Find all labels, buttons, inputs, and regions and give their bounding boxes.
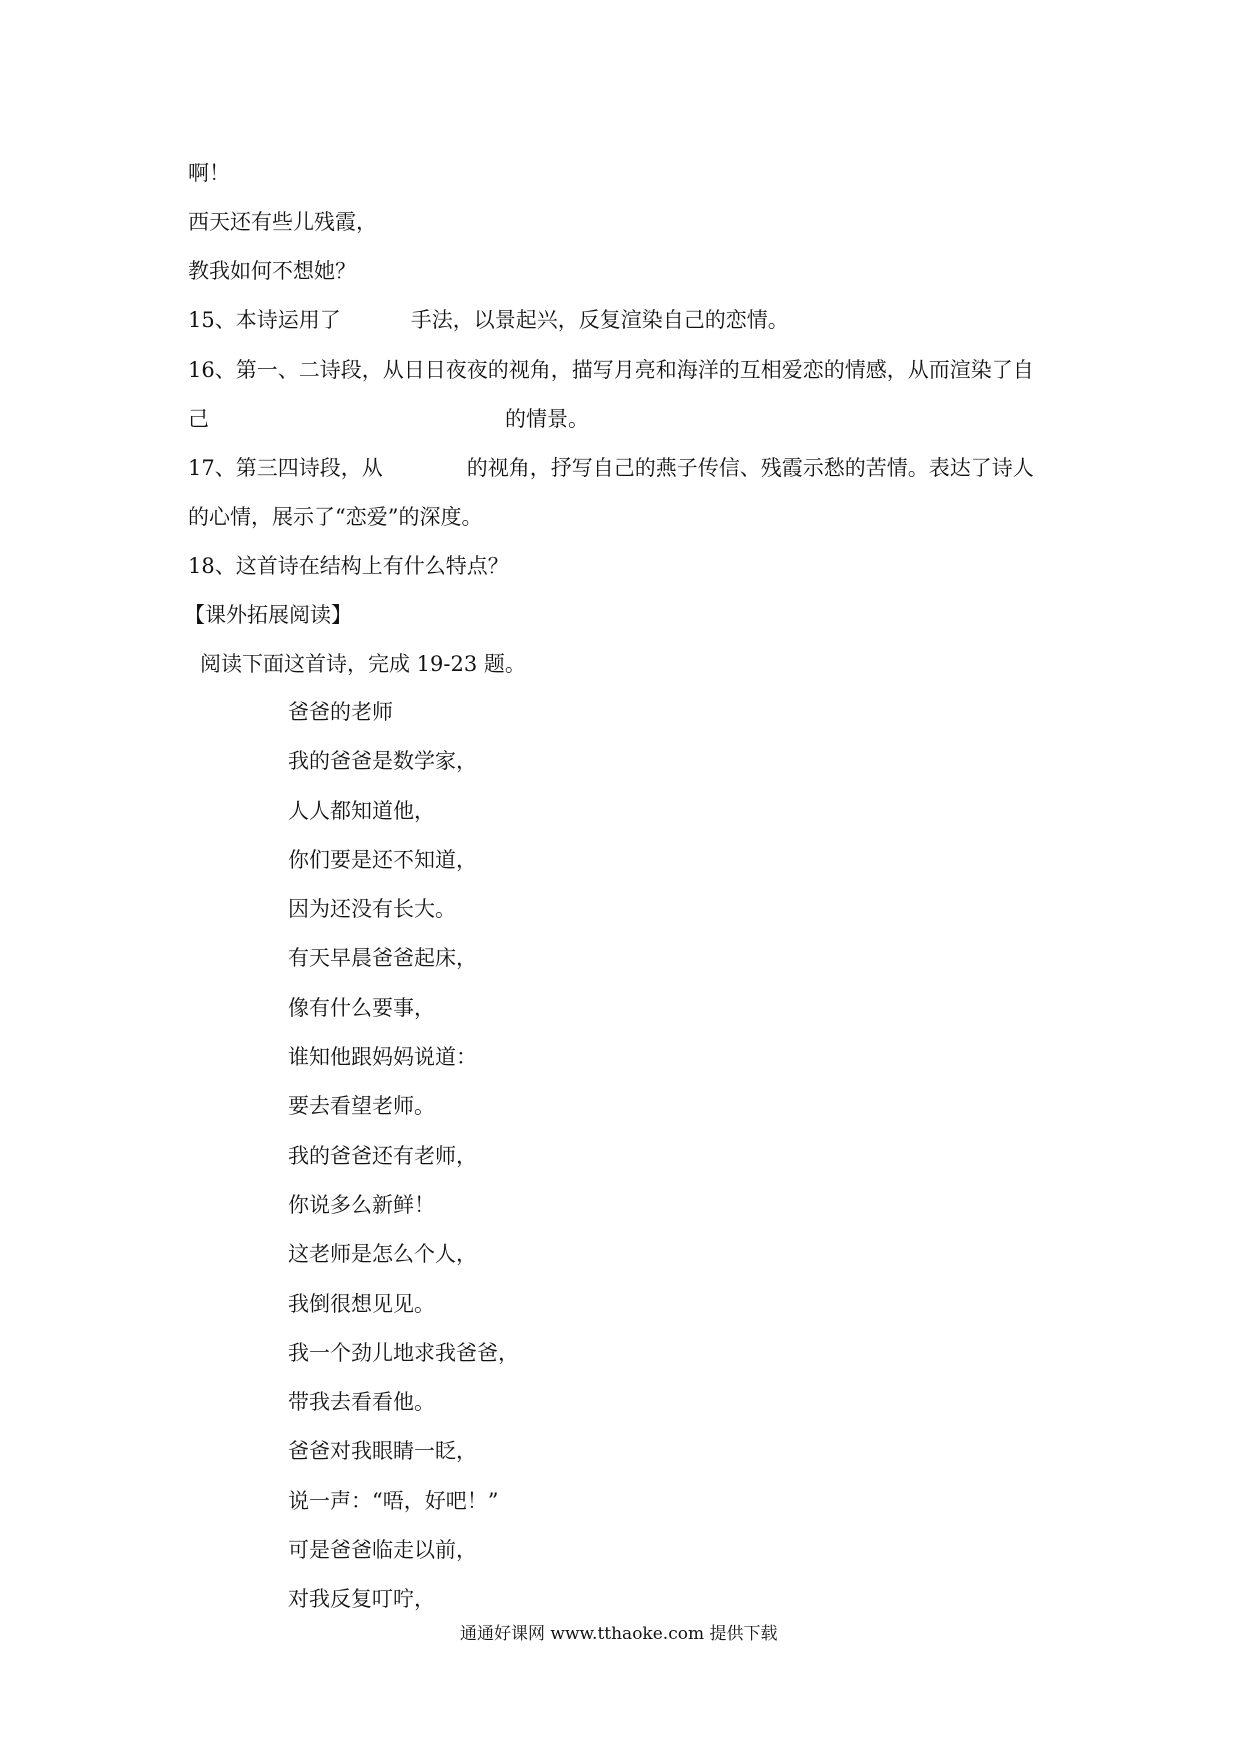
question-16-line-2 bbox=[188, 409, 589, 430]
poem-line: 我的爸爸还有老师， bbox=[288, 1143, 477, 1168]
poem-line: 人人都知道他， bbox=[288, 798, 435, 823]
question-16-text-after: 的情景。 bbox=[505, 407, 589, 431]
question-17-line-2: 的心情，展示了“恋爱”的深度。 bbox=[188, 505, 483, 529]
poem-line: 可是爸爸临走以前， bbox=[288, 1538, 477, 1563]
question-17-text-after: 的视角，抒写自己的燕子传信、残霞示愁的苦情。表达了诗人 bbox=[466, 456, 1034, 480]
section-title: 【课外拓展阅读】 bbox=[184, 603, 352, 627]
question-15-text-after: 手法，以景起兴，反复渲染自己的恋情。 bbox=[410, 308, 789, 332]
poem-line: 像有什么要事， bbox=[288, 995, 435, 1020]
poem-line: 带我去看看他。 bbox=[288, 1390, 435, 1415]
poem-block bbox=[288, 702, 519, 1639]
question-15 bbox=[188, 310, 789, 331]
reading-instruction: 阅读下面这首诗，完成 19-23 题。 bbox=[200, 652, 526, 676]
poem-tail-line-1: 啊！ bbox=[188, 161, 230, 185]
poem-line: 你们要是还不知道， bbox=[288, 847, 477, 872]
question-17-line-1 bbox=[188, 458, 1034, 479]
poem-line: 我一个劲儿地求我爸爸， bbox=[288, 1340, 519, 1365]
poem-tail-line-2: 西天还有些儿残霞， bbox=[188, 210, 377, 234]
poem-line: 因为还没有长大。 bbox=[288, 897, 456, 922]
poem-line: 要去看望老师。 bbox=[288, 1094, 435, 1119]
question-15-text-before: 15、本诗运用了 bbox=[188, 308, 341, 332]
poem-line: 我的爸爸是数学家， bbox=[288, 749, 477, 774]
poem-line: 这老师是怎么个人， bbox=[288, 1242, 477, 1267]
poem-title: 爸爸的老师 bbox=[288, 700, 393, 724]
page-footer: 通通好课网 www.tthaoke.com 提供下载 bbox=[460, 1624, 778, 1644]
poem-line: 有天早晨爸爸起床， bbox=[288, 946, 477, 971]
poem-line: 说一声：“唔，好吧！” bbox=[288, 1488, 499, 1513]
poem-line: 我倒很想见见。 bbox=[288, 1291, 435, 1316]
poem-line: 爸爸对我眼睛一眨， bbox=[288, 1439, 477, 1464]
question-16-text-before: 己 bbox=[188, 407, 209, 431]
poem-line: 对我反复叮咛， bbox=[288, 1587, 435, 1612]
poem-line: 谁知他跟妈妈说道： bbox=[288, 1045, 477, 1070]
question-18: 18、这首诗在结构上有什么特点？ bbox=[188, 554, 509, 578]
question-16-line-1: 16、第一、二诗段，从日日夜夜的视角，描写月亮和海洋的互相爱恋的情感，从而渲染了自 bbox=[188, 358, 1034, 382]
poem-line: 你说多么新鲜！ bbox=[288, 1192, 435, 1217]
poem-tail-line-3: 教我如何不想她？ bbox=[188, 259, 356, 283]
question-17-text-before: 17、第三四诗段，从 bbox=[188, 456, 383, 480]
